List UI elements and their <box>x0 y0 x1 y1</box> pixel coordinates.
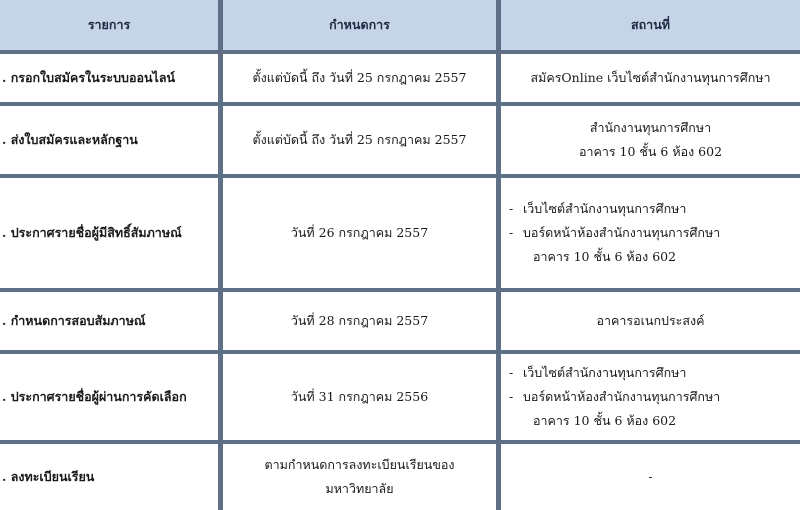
schedule-text: ตั้งแต่บัดนี้ ถึง วันที่ 25 กรกฎาคม 2557 <box>252 70 467 85</box>
item-label: . กรอกใบสมัครในระบบออนไลน์ <box>2 70 176 85</box>
place-text: อาคาร 10 ชั้น 6 ห้อง 602 <box>533 413 677 428</box>
place-text: สำนักงานทุนการศึกษา <box>589 120 712 135</box>
row-6-place <box>501 444 800 510</box>
row-1-item <box>0 54 218 102</box>
header-item <box>0 0 218 50</box>
row-3-place <box>501 178 800 288</box>
place-text: อาคาร 10 ชั้น 6 ห้อง 602 <box>578 144 723 159</box>
schedule-text: วันที่ 26 กรกฎาคม 2557 <box>290 225 429 240</box>
item-label: . ลงทะเบียนเรียน <box>2 469 95 484</box>
item-label: . ประกาศรายชื่อผู้ผ่านการคัดเลือก <box>2 389 187 404</box>
schedule-text: วันที่ 28 กรกฎาคม 2557 <box>290 313 429 328</box>
place-list-continuation <box>509 245 676 269</box>
row-4-item <box>0 292 218 350</box>
schedule-text: มหาวิทยาลัย <box>325 481 394 496</box>
bullet: - <box>509 201 514 216</box>
row-5-place <box>501 354 800 440</box>
row-1-place <box>501 54 800 102</box>
row-6-schedule <box>223 444 496 510</box>
place-list-item <box>509 221 720 245</box>
item-label: . ประกาศรายชื่อผู้มีสิทธิ์สัมภาษณ์ <box>2 225 182 240</box>
place-list-item <box>509 361 686 385</box>
place-list-item <box>509 197 686 221</box>
row-2-schedule <box>223 106 496 174</box>
place-text: สมัครOnline เว็บไซต์สำนักงานทุนการศึกษา <box>530 70 771 85</box>
item-label: . กำหนดการสอบสัมภาษณ์ <box>2 313 146 328</box>
place-text: บอร์ดหน้าห้องสำนักงานทุนการศึกษา <box>523 225 721 240</box>
header-place-label: สถานที่ <box>630 17 670 32</box>
schedule-text: ตามกำหนดการลงทะเบียนเรียนของ <box>264 457 455 472</box>
place-text: เว็บไซต์สำนักงานทุนการศึกษา <box>523 365 687 380</box>
row-3-schedule <box>223 178 496 288</box>
row-2-item <box>0 106 218 174</box>
place-text: อาคาร 10 ชั้น 6 ห้อง 602 <box>533 249 677 264</box>
row-5-schedule <box>223 354 496 440</box>
schedule-text: วันที่ 31 กรกฎาคม 2556 <box>290 389 429 404</box>
place-list-item <box>509 385 720 409</box>
bullet: - <box>509 225 514 240</box>
place-text: บอร์ดหน้าห้องสำนักงานทุนการศึกษา <box>523 389 721 404</box>
row-4-schedule <box>223 292 496 350</box>
place-text: อาคารอเนกประสงค์ <box>596 313 705 328</box>
header-item-label: รายการ <box>87 17 131 32</box>
place-text: - <box>648 469 653 484</box>
bullet: - <box>509 389 514 404</box>
bullet: - <box>509 365 514 380</box>
place-text: เว็บไซต์สำนักงานทุนการศึกษา <box>523 201 687 216</box>
row-4-place <box>501 292 800 350</box>
row-2-place <box>501 106 800 174</box>
row-3-item <box>0 178 218 288</box>
item-label: . ส่งใบสมัครและหลักฐาน <box>2 132 138 147</box>
row-5-item <box>0 354 218 440</box>
header-place <box>501 0 800 50</box>
row-1-schedule <box>223 54 496 102</box>
row-6-item <box>0 444 218 510</box>
place-list-continuation <box>509 409 676 433</box>
schedule-text: ตั้งแต่บัดนี้ ถึง วันที่ 25 กรกฎาคม 2557 <box>252 132 467 147</box>
header-schedule-label: กำหนดการ <box>329 17 390 32</box>
header-schedule <box>223 0 496 50</box>
